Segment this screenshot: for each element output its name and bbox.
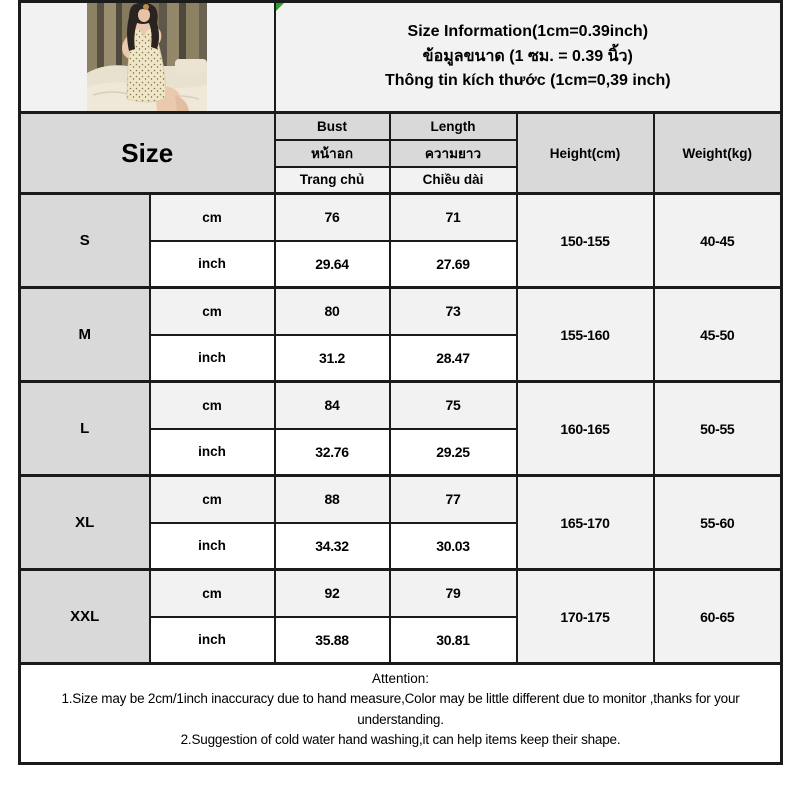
unit-cm: cm	[150, 288, 275, 335]
size-row-l-cm	[20, 382, 782, 429]
length-cm-value: 73	[390, 288, 517, 335]
size-row-m-cm	[20, 288, 782, 335]
bust-header-vi: Trang chủ	[275, 167, 390, 194]
length-inch-value: 27.69	[390, 241, 517, 288]
size-label: M	[20, 288, 150, 382]
bust-header-en: Bust	[275, 113, 390, 140]
bust-cm-value: 80	[275, 288, 390, 335]
bust-inch-value: 35.88	[275, 617, 390, 664]
weight-value: 40-45	[654, 194, 782, 288]
size-column-header: Size	[20, 113, 275, 194]
unit-cm: cm	[150, 570, 275, 617]
size-label: L	[20, 382, 150, 476]
length-header-th: ความยาว	[390, 140, 517, 167]
length-cm-value: 71	[390, 194, 517, 241]
bust-cm-value: 92	[275, 570, 390, 617]
size-table	[18, 0, 783, 765]
bust-cm-value: 76	[275, 194, 390, 241]
unit-inch: inch	[150, 617, 275, 664]
height-value: 150-155	[517, 194, 654, 288]
product-photo-cell	[20, 2, 275, 113]
height-value: 170-175	[517, 570, 654, 664]
bust-inch-value: 31.2	[275, 335, 390, 382]
title-th: ข้อมูลขนาด (1 ซม. = 0.39 นิ้ว)	[422, 47, 633, 65]
bust-inch-value: 34.32	[275, 523, 390, 570]
weight-value: 45-50	[654, 288, 782, 382]
length-cm-value: 75	[390, 382, 517, 429]
attention-note	[20, 664, 782, 764]
length-inch-value: 29.25	[390, 429, 517, 476]
height-column-header: Height(cm)	[517, 113, 654, 194]
size-row-xl-cm	[20, 476, 782, 523]
title-vi: Thông tin kích thước (1cm=0,39 inch)	[384, 72, 671, 90]
unit-cm: cm	[150, 194, 275, 241]
size-label: XXL	[20, 570, 150, 664]
title-en: Size Information(1cm=0.39inch)	[407, 22, 649, 40]
length-header-vi: Chiều dài	[390, 167, 517, 194]
bust-cm-value: 84	[275, 382, 390, 429]
unit-cm: cm	[150, 382, 275, 429]
attention-title: Attention:	[372, 671, 430, 686]
weight-value: 50-55	[654, 382, 782, 476]
weight-value: 55-60	[654, 476, 782, 570]
weight-column-header: Weight(kg)	[654, 113, 782, 194]
size-label: S	[20, 194, 150, 288]
unit-inch: inch	[150, 523, 275, 570]
unit-inch: inch	[150, 335, 275, 382]
length-inch-value: 30.03	[390, 523, 517, 570]
length-inch-value: 28.47	[390, 335, 517, 382]
length-header-en: Length	[390, 113, 517, 140]
length-cm-value: 77	[390, 476, 517, 523]
attention-row	[20, 664, 782, 764]
bust-header-th: หน้าอก	[275, 140, 390, 167]
bust-inch-value: 29.64	[275, 241, 390, 288]
bust-inch-value: 32.76	[275, 429, 390, 476]
corner-flag-icon	[276, 3, 284, 11]
size-row-s-cm	[20, 194, 782, 241]
size-label: XL	[20, 476, 150, 570]
unit-cm: cm	[150, 476, 275, 523]
height-value: 160-165	[517, 382, 654, 476]
attention-line-1: 1.Size may be 2cm/1inch inaccuracy due to hand measure,Color may be little different due to monitor ,thanks for your understanding.	[61, 691, 740, 727]
product-photo	[87, 3, 207, 111]
unit-inch: inch	[150, 241, 275, 288]
unit-inch: inch	[150, 429, 275, 476]
column-header-row-en	[20, 113, 782, 140]
height-value: 155-160	[517, 288, 654, 382]
title-row	[20, 2, 782, 113]
attention-line-2: 2.Suggestion of cold water hand washing,it can help items keep their shape.	[180, 731, 621, 747]
bust-cm-value: 88	[275, 476, 390, 523]
height-value: 165-170	[517, 476, 654, 570]
size-row-xxl-cm	[20, 570, 782, 617]
length-inch-value: 30.81	[390, 617, 517, 664]
size-information-header	[275, 2, 782, 113]
size-chart	[18, 0, 783, 765]
length-cm-value: 79	[390, 570, 517, 617]
weight-value: 60-65	[654, 570, 782, 664]
